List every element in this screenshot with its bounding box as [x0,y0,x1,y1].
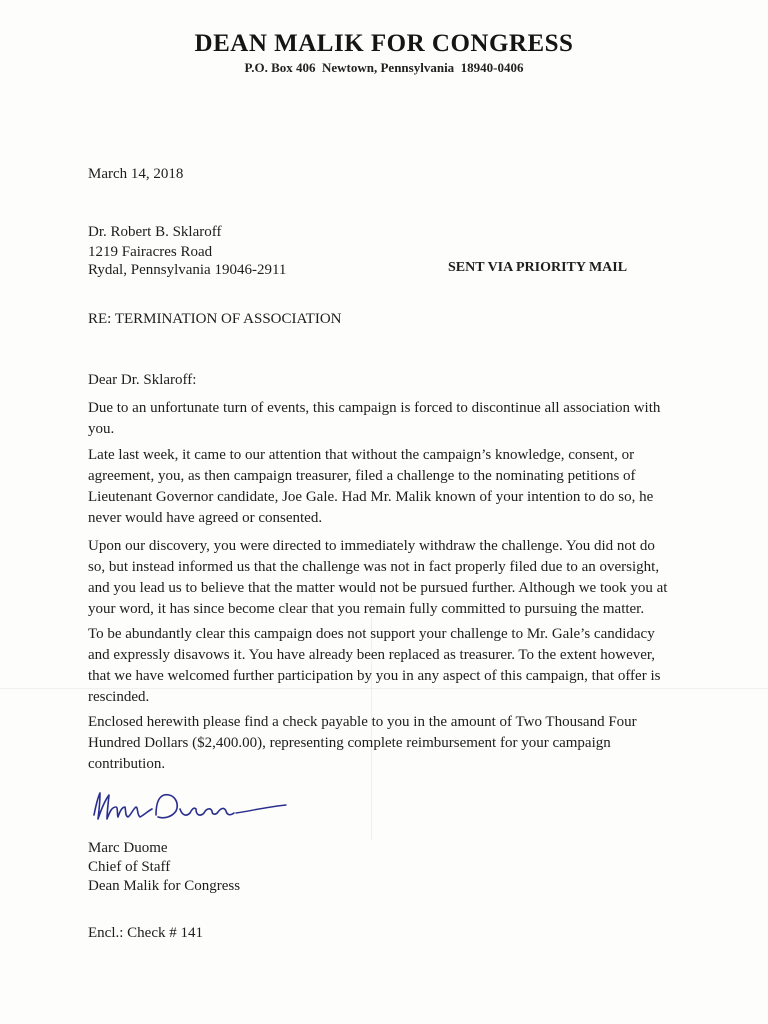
paragraph-line: and expressly disavows it. You have already been replaced as treasurer. To the extent however, [88,647,656,663]
subject-line: RE: TERMINATION OF ASSOCIATION [88,311,342,327]
handwritten-signature [90,785,290,835]
paragraph-line: Lieutenant Governor candidate, Joe Gale. Had Mr. Malik known of your intention to do so, he [88,489,654,505]
paragraph-4 [88,624,678,708]
paragraph-line: you. [88,421,115,437]
paragraph-1 [88,398,678,440]
signer-organization: Dean Malik for Congress [88,878,241,894]
letterhead-address: P.O. Box 406 Newtown, Pennsylvania 18940-0406 [244,60,524,75]
paragraph-line: Hundred Dollars ($2,400.00), representing complete reimbursement for your campaign [88,735,611,751]
paragraph-line: Late last week, it came to our attention that without the campaign’s knowledge, consent, or [88,447,635,463]
paragraph-line: To be abundantly clear this campaign does not support your challenge to Mr. Gale’s candidacy [88,626,655,642]
recipient-street: 1219 Fairacres Road [88,244,213,260]
paragraph-5 [88,712,678,775]
paragraph-line: your word, it has since become clear that you remain fully committed to pursuing the matter. [88,601,645,617]
paragraph-3 [88,536,678,620]
paragraph-line: contribution. [88,756,166,772]
recipient-city: Rydal, Pennsylvania 19046-2911 [88,262,287,278]
paragraph-line: that we have welcomed further participation by you in any aspect of this campaign, that offer is [88,668,661,684]
paragraph-line: rescinded. [88,689,150,705]
paragraph-line: never would have agreed or consented. [88,510,323,526]
delivery-note: SENT VIA PRIORITY MAIL [448,260,628,275]
salutation: Dear Dr. Sklaroff: [88,372,197,388]
paragraph-line: Due to an unfortunate turn of events, this campaign is forced to discontinue all association with [88,400,661,416]
paragraph-2 [88,445,678,529]
letter-date: March 14, 2018 [88,166,184,182]
paragraph-line: so, but instead informed us that the challenge was not in fact properly filed due to an oversight, [88,559,660,575]
paragraph-line: agreement, you, as then campaign treasurer, filed a challenge to the nominating petitions of [88,468,636,484]
paragraph-line: and you lead us to believe that the matter would not be pursued further. Although we took you at [88,580,668,596]
recipient-name: Dr. Robert B. Sklaroff [88,224,222,240]
signer-title: Chief of Staff [88,859,171,875]
enclosure-note: Encl.: Check # 141 [88,925,203,941]
signer-name: Marc Duome [88,840,168,856]
paragraph-line: Enclosed herewith please find a check payable to you in the amount of Two Thousand Four [88,714,637,730]
letterhead-title: DEAN MALIK FOR CONGRESS [194,30,574,57]
paragraph-line: Upon our discovery, you were directed to immediately withdraw the challenge. You did not do [88,538,655,554]
